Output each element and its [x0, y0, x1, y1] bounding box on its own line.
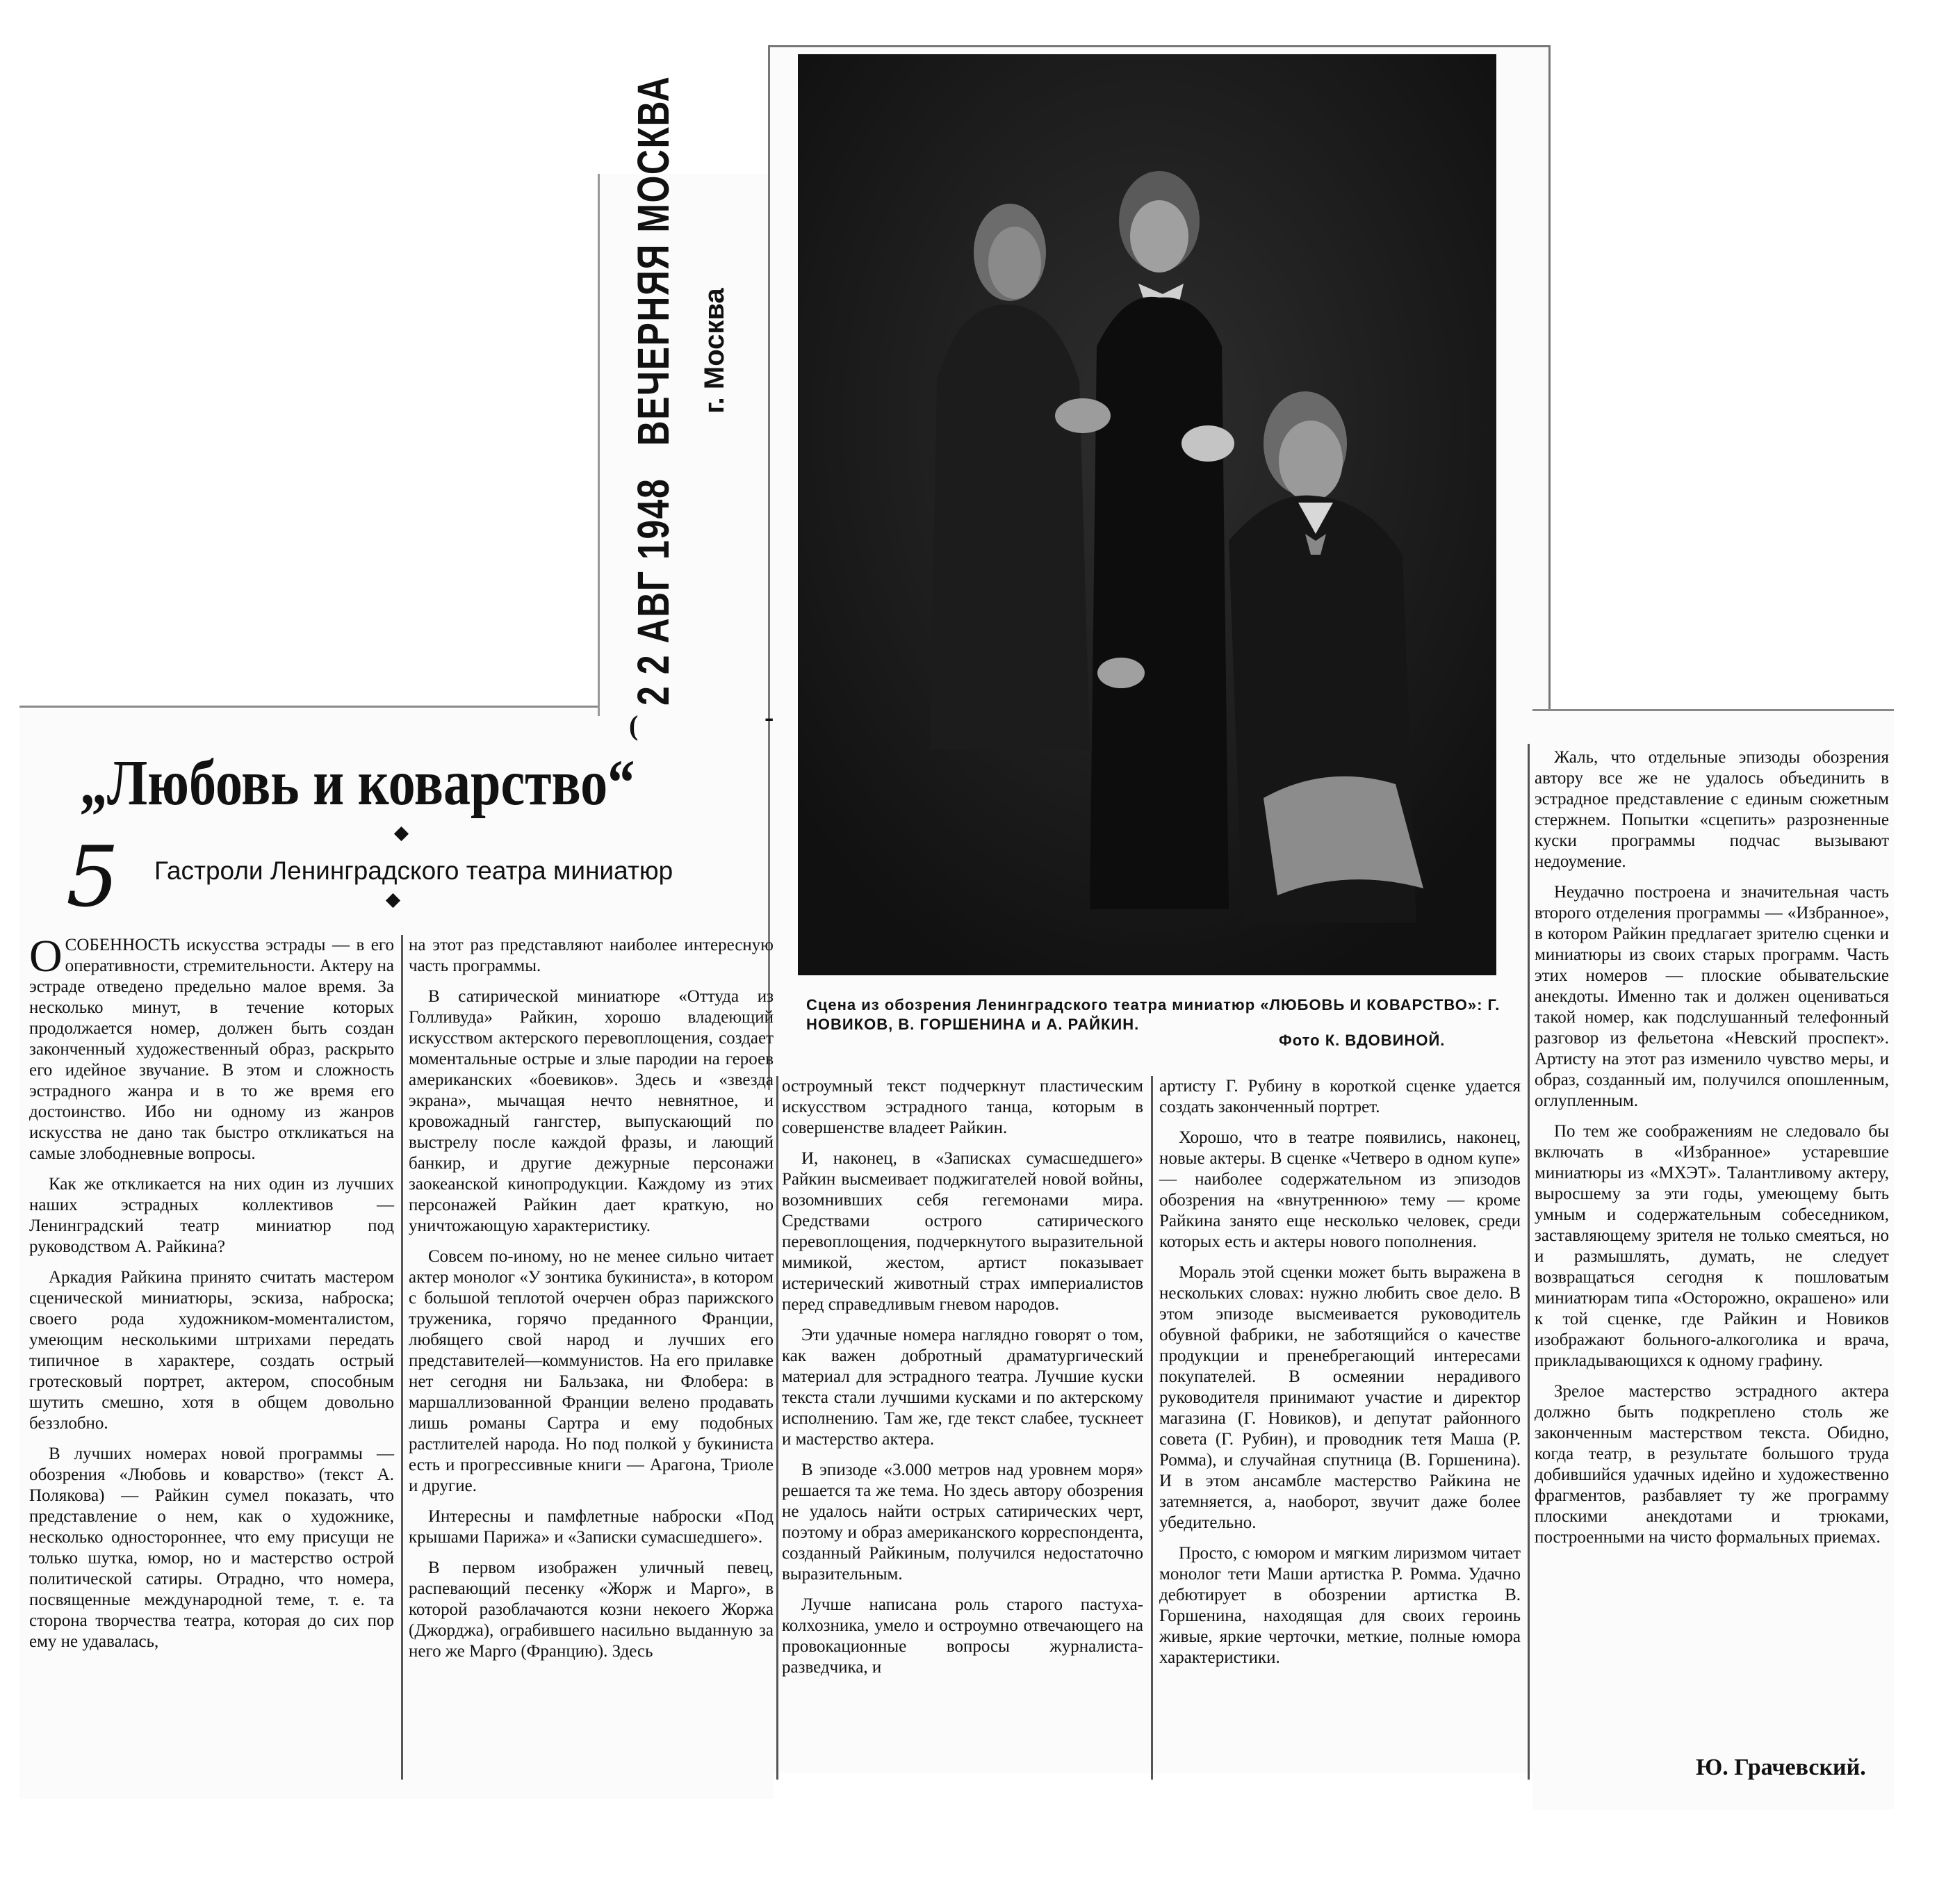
- column-paragraph: артисту Г. Рубину в короткой сценке удается создать законченный портрет.: [1159, 1077, 1521, 1116]
- column-paragraph: на этот раз представляют наиболее интересную часть программы.: [409, 936, 774, 975]
- column-paragraph: Зрелое мастерство эстрадного актера должно быть подкреплено столь же законченным мастерством текста. Обидно, когда театр, в результате большого труда добившийся удачных идейно и художественно фрагментов, разбавляет ту же программу плоскими анекдотами и трюками, построенными на чисто формальных приемах.: [1535, 1382, 1889, 1547]
- column-paragraph: Лучше написана роль старого пастуха-колхозника, умело и остроумно отвечающего на провокационные вопросы журналиста-разведчика, и: [782, 1595, 1143, 1677]
- stamp-city: г. Москва: [699, 288, 730, 414]
- article-column-2: [409, 935, 774, 1672]
- scene-photo: [798, 54, 1496, 975]
- handwritten-mark: 5: [66, 829, 120, 926]
- stamp-date-and-title: 2 2 АВГ 1948 ВЕЧЕРНЯЯ МОСКВА: [628, 75, 678, 706]
- article-column-1: [29, 931, 394, 1662]
- author-signature: Ю. Грачевский.: [1696, 1755, 1866, 1780]
- stamp-bracket-mark: (: [629, 710, 639, 741]
- column-rule: [401, 935, 403, 1780]
- column-paragraph: Просто, с юмором и мягким лиризмом читает монолог тети Маши артистка Р. Ромма. Удачно дебютирует в обозрении артистка В. Горшенина, находящая для своих героинь живые, яркие черточки, меткие, полные юмора характеристики.: [1159, 1544, 1521, 1667]
- column-paragraph: Аркадия Райкина принято считать мастером сценической миниатюры, эскиза, наброска; своего рода художником-моменталистом, умеющим несколькими штрихами передать типичное в характере, создать острый гротесковый портрет, актером, способным шутить смешно, хотя в общем довольно беззлобно.: [29, 1268, 394, 1433]
- article-headline: „Любовь и коварство“: [80, 747, 635, 819]
- drop-cap: О: [29, 931, 63, 982]
- column-paragraph: остроумный текст подчеркнут пластическим искусством эстрадного танца, которым в совершенстве владеет Райкин.: [782, 1077, 1143, 1137]
- column-paragraph: Хорошо, что в театре появились, наконец, новые актеры. В сценке «Четверо в одном купе» — наиболее содержательном из эпизодов обозрения на «внутреннюю» тему — кроме Райкина занято еще несколько человек, среди которых есть и актеры нового пополнения.: [1159, 1128, 1521, 1251]
- column-paragraph: Неудачно построена и значительная часть второго отделения программы — «Избранное», в котором Райкин предлагает зрителю сценки и миниатюры из своих старых программ. Часть этих номеров — плоские обывательские анекдоты. Именно так и должен оцениваться такой номер, как подслушанный телефонный разговор из фельетона «Невский проспект». Артисту на этот раз изменило чувство меры, и образ, созданный им, получился опошленным, оглупленным.: [1535, 883, 1889, 1110]
- column-paragraph: Эти удачные номера наглядно говорят о том, как важен добротный драматургический материал для эстрадного театра. Лучшие куски текста стали лучшими кусками и по актерскому исполнению. Там же, где текст слабее, тускнеет и мастерство актера.: [782, 1326, 1143, 1449]
- column-paragraph: Жаль, что отдельные эпизоды обозрения автору все же не удалось объединить в эстрадное представление с единым сюжетным стержнем. Попытки «сцепить» разрозненные куски программы подчас вызывают недоумение.: [1535, 748, 1889, 871]
- column-paragraph: Как же откликается на них один из лучших наших эстрадных коллективов — Ленинградский театр миниатюр под руководством А. Райкина?: [29, 1175, 394, 1256]
- column-paragraph: В первом изображен уличный певец, распевающий песенку «Жорж и Марго», в которой разоблачаются козни некоего Жоржа (Джорджа), ограбившего насильно выданную за него же Марго (Францию). Здесь: [409, 1559, 774, 1661]
- column-rule: [1151, 1076, 1153, 1780]
- column-paragraph: ОСОБЕННОСТЬ искусства эстрады — в его оперативности, стремительности. Актеру на эстраде отведено предельно малое время. За несколько минут, в течение которых продолжается номер, должен быть создан законченный художественный образ, раскрыто его идейное звучание. В этом и сложность эстрадного жанра и в то же время его достоинство. Ибо ни одному из жанров искусства не дано так быстро откликаться на самые злободневные вопросы.: [29, 931, 394, 1163]
- photo-caption: Сцена из обозрения Ленинградского театра миниатюр «ЛЮБОВЬ И КОВАРСТВО»: Г. НОВИКОВ, В. ГОРШЕНИНА и А. РАЙКИН.: [806, 996, 1501, 1033]
- article-column-5: [1535, 747, 1889, 1558]
- column-paragraph: В лучших номерах новой программы — обозрения «Любовь и коварство» (текст А. Полякова) — Райкин сумел показать, что представление о нем, как о художнике, несколько одностороннее, что ему присущи не только шутка, юмор, но и мастерство острой политической сатиры. Отрадно, что номера, посвященные международной теме, т. е. та сторона творчества театра, которая до сих пор ему не удавалась,: [29, 1445, 394, 1651]
- column-rule: [776, 1076, 778, 1780]
- article-column-3: [782, 1076, 1143, 1688]
- column-rule: [1528, 744, 1530, 1780]
- column-paragraph: В эпизоде «3.000 метров над уровнем моря» решается та же тема. Но здесь автору обозрения не удалось найти острых сатирических черт, поэтому и образ американского корреспондента, созданный Райкиным, получился недостаточно выразительным.: [782, 1460, 1143, 1584]
- column-paragraph: И, наконец, в «Записках сумасшедшего» Райкин высмеивает поджигателей новой войны, возомнивших себя гегемонами мира. Средствами острого сатирического перевоплощения, подчеркнутого выразительной мимикой, жестом, артист показывает истерический животный страх империалистов перед справедливым гневом народов.: [782, 1149, 1143, 1314]
- column-paragraph: Мораль этой сценки может быть выражена в нескольких словах: нужно любить свое дело. В этом эпизоде высмеивается руководитель обувной фабрики, не заботящийся о качестве продукции и пренебрегающий интересами покупателей. В осмеянии нерадивого руководителя принимают участие и директор магазина (Г. Новиков), и депутат районного совета (Г. Рубин), и проводник тетя Маша (Р. Ромма), и случайная спутница (В. Горшенина). И в этом ансамбле мастерство Райкина не затемняется, а, наоборот, звучит даже более убедительно.: [1159, 1263, 1521, 1532]
- column-paragraph: Интересны и памфлетные наброски «Под крышами Парижа» и «Записки сумасшедшего».: [409, 1507, 774, 1547]
- article-subheadline: Гастроли Ленинградского театра миниатюр: [154, 856, 673, 885]
- photo-credit: Фото К. ВДОВИНОЙ.: [1279, 1032, 1446, 1049]
- column-paragraph: Совсем по-иному, но не менее сильно читает актер монолог «У зонтика букиниста», в котором с большой теплотой очерчен образ парижского труженика, горячо преданного Франции, любящего свой народ и лучших его представителей—коммунистов. На его прилавке нет сегодня ни Бальзака, ни Флобера: в маршаллизованной Франции велено продавать лишь романы Сартра и ему подобных растлителей народа. Но под полкой у букиниста есть и прогрессивные книги — Арагона, Триоле и другие.: [409, 1247, 774, 1495]
- newspaper-stamp: [622, 75, 747, 713]
- column-paragraph: По тем же соображениям не следовало бы включать в «Избранное» устаревшие миниатюры из «МХЭТ». Талантливому актеру, выросшему за эти годы, умеющему быть умным и содержательным собеседником, заставляющему зрителя не только смеяться, но и размышлять, думать, не следует возвращаться сегодня к пошловатым миниатюрам типа «Осторожно, окрашено» или к той сценке, где Райкин и Новиков изображают больного-алкоголика и врача, прикладывающихся к одному графину.: [1535, 1122, 1889, 1370]
- article-column-4: [1159, 1076, 1521, 1678]
- column-paragraph: В сатирической миниатюре «Оттуда из Голливуда» Райкин, хорошо владеющий искусством актерского перевоплощения, создает моментальные острые и злые пародии на героев американских «боевиков». Здесь и «звезда экрана», мычащая нечто невнятное, и кровожадный гангстер, выпускающий по выстрелу после каждой фразы, и лающий банкир, и другие дежурные персонажи заокеанской кинопродукции. Каждому из этих персонажей Райкин дает краткую, но уничтожающую характеристику.: [409, 987, 774, 1235]
- stamp-dash-mark: -: [764, 701, 774, 733]
